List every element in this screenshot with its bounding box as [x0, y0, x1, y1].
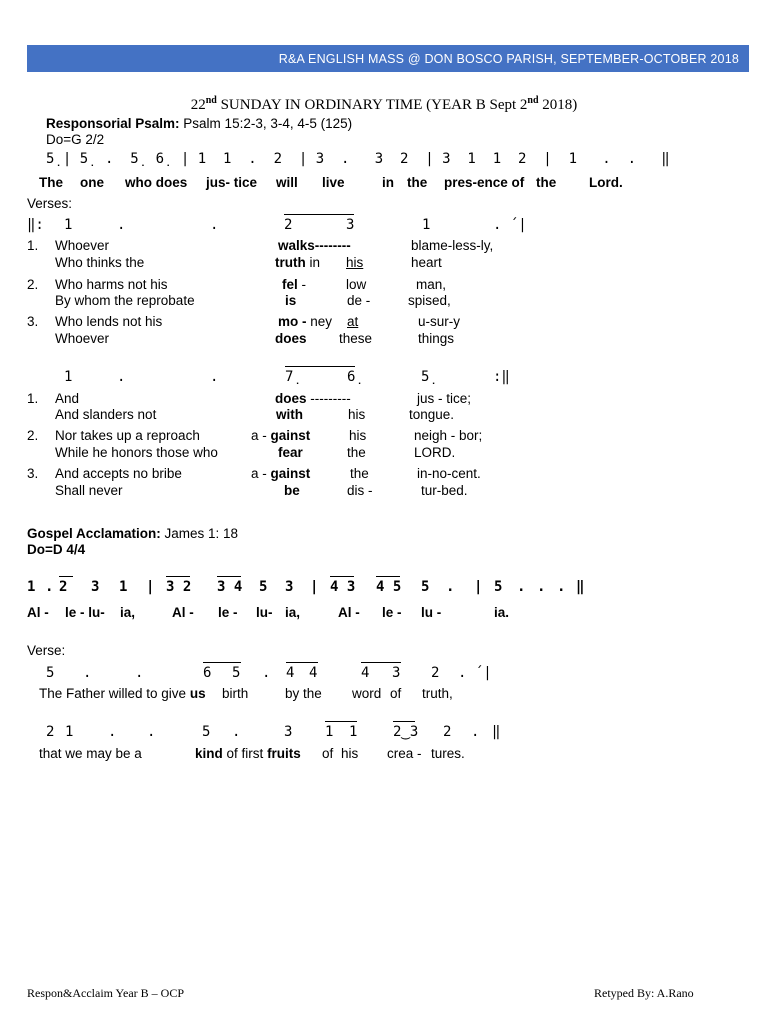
footer-credit: Retyped By: A.Rano [594, 986, 694, 1000]
gospel-heading: Gospel Acclamation: James 1: 18 [27, 526, 239, 541]
gospel-verse-label: Verse: [27, 643, 66, 658]
psalm-notation: 5̣ | 5̣ . 5̣ 6̣ | 1 1 . 2 | 3 . 3 2 | 3 1 1 2 | 1 . . ‖ [46, 151, 670, 167]
psalm-heading: Responsorial Psalm: Psalm 15:2-3, 3-4, 4-5 (125) [46, 116, 353, 131]
page-title: 22nd SUNDAY IN ORDINARY TIME (YEAR B Sept 2nd 2018) [190, 95, 578, 113]
footer-source: Respon&Acclaim Year B – OCP [27, 986, 184, 1000]
verses-label: Verses: [27, 196, 73, 211]
header-banner: R&A ENGLISH MASS @ DON BOSCO PARISH, SEPTEMBER-OCTOBER 2018 [27, 45, 749, 72]
gospel-key: Do=D 4/4 [27, 542, 86, 557]
psalm-key: Do=G 2/2 [46, 132, 105, 147]
